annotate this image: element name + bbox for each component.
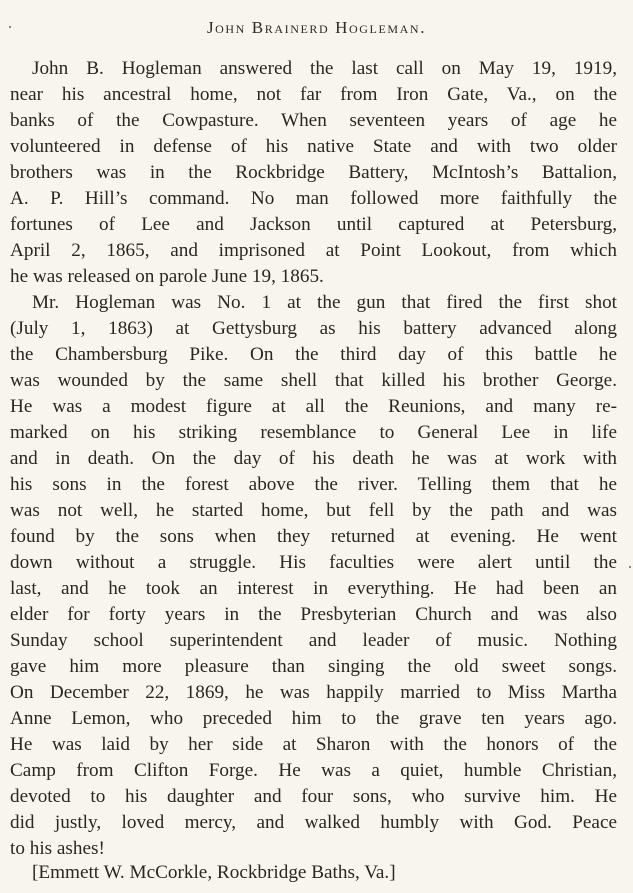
text-line: brothers was in the Rockbridge Battery, McIntosh’s Battalion, — [10, 162, 617, 183]
text-line: his sons in the forest above the river. Telling them that he — [10, 474, 617, 495]
text-line: volunteered in defense of his native State and with two older — [10, 136, 617, 157]
text-line: the Chambersburg Pike. On the third day of this battle he — [10, 344, 617, 365]
text-line: He was a modest figure at all the Reunions, and many re- — [10, 396, 617, 417]
text-line: A. P. Hill’s command. No man followed more faithfully the — [10, 188, 617, 209]
text-line: did justly, loved mercy, and walked humbly with God. Peace — [10, 812, 617, 833]
text-line: he was released on parole June 19, 1865. — [10, 266, 324, 287]
text-line: Anne Lemon, who preceded him to the grave ten years ago. — [10, 708, 617, 729]
text-line: gave him more pleasure than singing the old sweet songs. — [10, 656, 617, 677]
text-line: April 2, 1865, and imprisoned at Point Lookout, from which — [10, 240, 617, 261]
text-line: He was laid by her side at Sharon with the honors of the — [10, 734, 617, 755]
text-line: and in death. On the day of his death he was at work with — [10, 448, 617, 469]
document-title: John Brainerd Hogleman. — [206, 18, 427, 37]
text-line: near his ancestral home, not far from Iron Gate, Va., on the — [10, 84, 617, 105]
text-line: found by the sons when they returned at evening. He went — [10, 526, 617, 547]
text-line: marked on his striking resemblance to General Lee in life — [10, 422, 617, 443]
text-line: fortunes of Lee and Jackson until captured at Petersburg, — [10, 214, 617, 235]
text-line: to his ashes! — [10, 838, 105, 859]
text-line: John B. Hogleman answered the last call on May 19, 1919, — [32, 58, 617, 79]
text-line: last, and he took an interest in everything. He had been an — [10, 578, 617, 599]
text-line: devoted to his daughter and four sons, who survive him. He — [10, 786, 617, 807]
text-line: down without a struggle. His faculties were alert until the — [10, 552, 617, 573]
text-line: Sunday school superintendent and leader of music. Nothing — [10, 630, 617, 651]
text-line: was wounded by the same shell that killed his brother George. — [10, 370, 617, 391]
text-line: On December 22, 1869, he was happily married to Miss Martha — [10, 682, 617, 703]
text-line: Camp from Clifton Forge. He was a quiet, humble Christian, — [10, 760, 617, 781]
text-line: was not well, he started home, but fell by the path and was — [10, 500, 617, 521]
text-line: banks of the Cowpasture. When seventeen years of age he — [10, 110, 617, 131]
text-line: Mr. Hogleman was No. 1 at the gun that fired the first shot — [32, 292, 617, 313]
text-line: elder for forty years in the Presbyterian Church and was also — [10, 604, 617, 625]
attribution-line: [Emmett W. McCorkle, Rockbridge Baths, Va.] — [32, 862, 396, 883]
text-line: (July 1, 1863) at Gettysburg as his battery advanced along — [10, 318, 617, 339]
